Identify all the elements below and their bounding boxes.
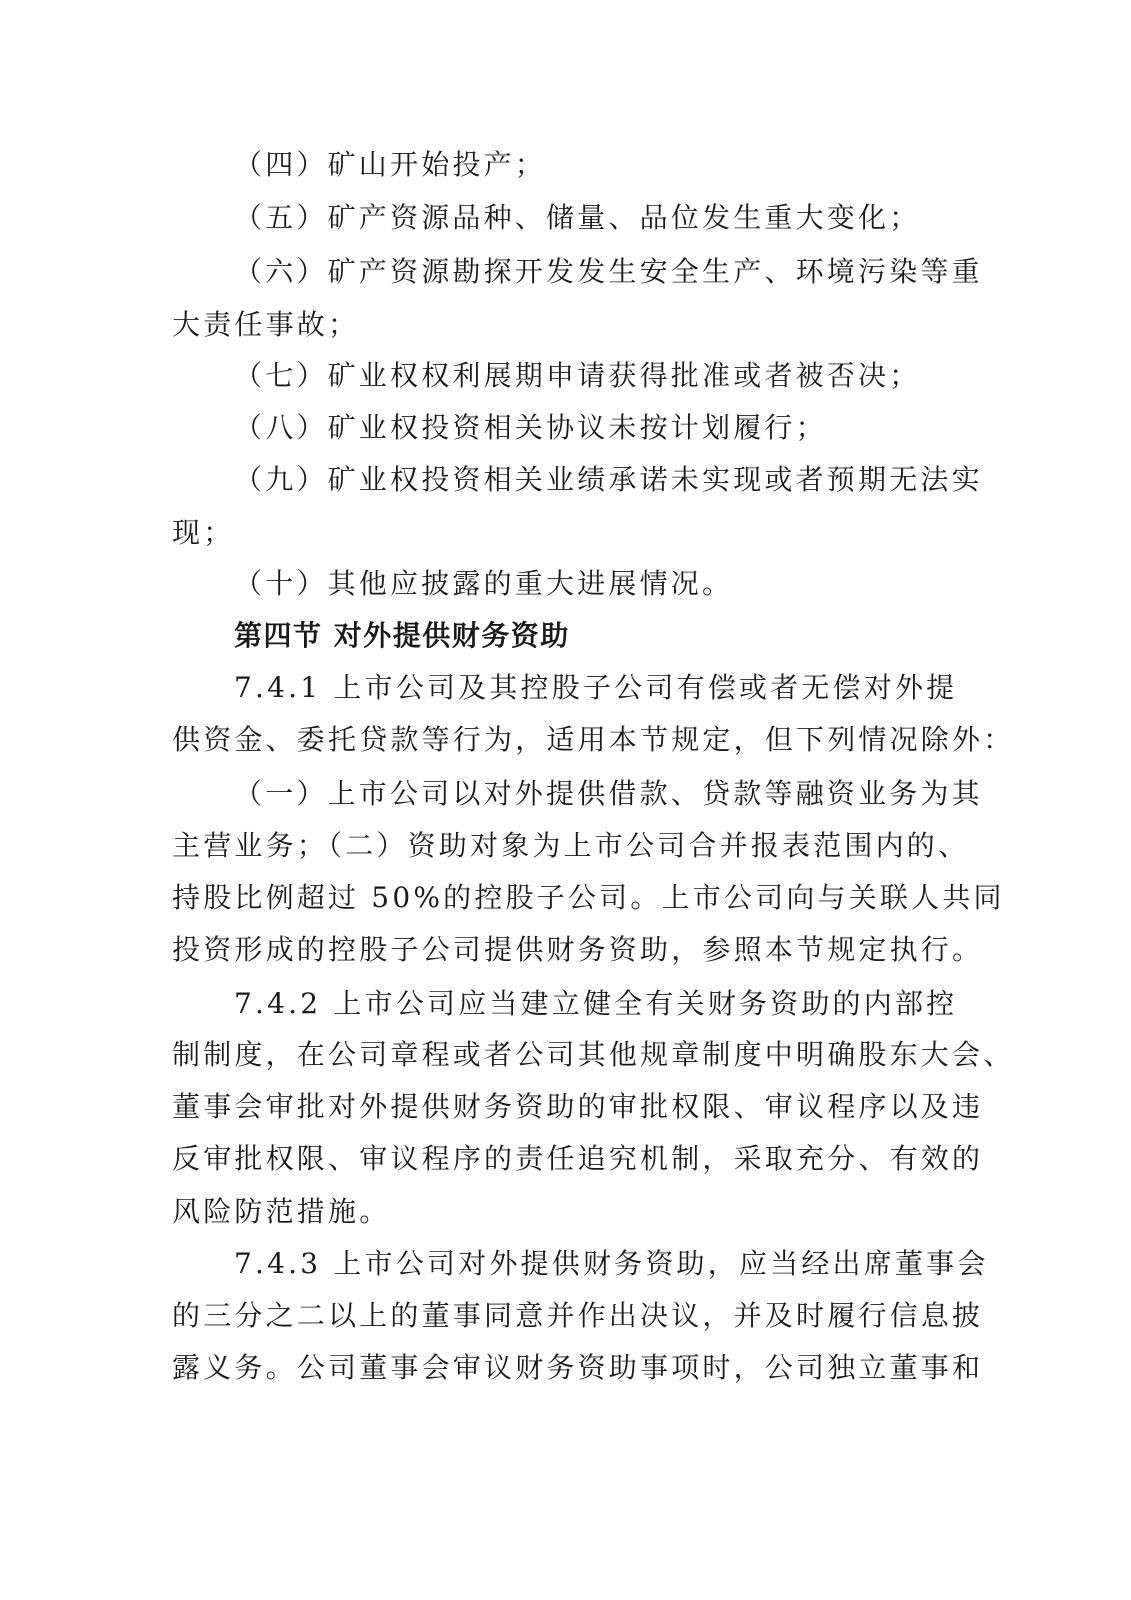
text-line: 的三分之二以上的董事同意并作出决议，并及时履行信息披 — [172, 1299, 984, 1332]
text-line: 风险防范措施。 — [172, 1195, 391, 1228]
text-line: 制制度，在公司章程或者公司其他规章制度中明确股东大会、 — [172, 1038, 1015, 1071]
text-line: 7.4.1 上市公司及其控股子公司有偿或者无偿对外提 — [234, 671, 958, 704]
text-line: （六）矿产资源勘探开发发生安全生产、环境污染等重 — [234, 255, 983, 288]
text-line: （十）其他应披露的重大进展情况。 — [234, 567, 734, 600]
text-line: （七）矿业权权利展期申请获得批准或者被否决； — [234, 359, 921, 392]
text-line: 供资金、委托贷款等行为，适用本节规定，但下列情况除外： — [172, 723, 1015, 756]
text-line: （一）上市公司以对外提供借款、贷款等融资业务为其 — [234, 777, 983, 810]
text-line: （九）矿业权投资相关业绩承诺未实现或者预期无法实 — [234, 463, 983, 496]
text-line: 持股比例超过 50%的控股子公司。上市公司向与关联人共同 — [172, 881, 1005, 914]
text-line: 露义务。公司董事会审议财务资助事项时，公司独立董事和 — [172, 1351, 984, 1384]
text-line: 董事会审批对外提供财务资助的审批权限、审议程序以及违 — [172, 1090, 984, 1123]
text-line: 7.4.3 上市公司对外提供财务资助，应当经出席董事会 — [234, 1247, 989, 1280]
text-line: 投资形成的控股子公司提供财务资助，参照本节规定执行。 — [172, 933, 984, 966]
text-line: 大责任事故； — [172, 308, 360, 341]
text-line: 现； — [172, 516, 235, 549]
text-line: 7.4.2 上市公司应当建立健全有关财务资助的内部控 — [234, 987, 958, 1020]
text-line: （四）矿山开始投产； — [234, 148, 547, 181]
text-line: 反审批权限、审议程序的责任追究机制，采取充分、有效的 — [172, 1142, 984, 1175]
section-heading: 第四节 对外提供财务资助 — [234, 619, 570, 652]
text-line: （八）矿业权投资相关协议未按计划履行； — [234, 411, 827, 444]
text-line: （五）矿产资源品种、储量、品位发生重大变化； — [234, 201, 921, 234]
text-line: 主营业务；（二）资助对象为上市公司合并报表范围内的、 — [172, 829, 970, 862]
